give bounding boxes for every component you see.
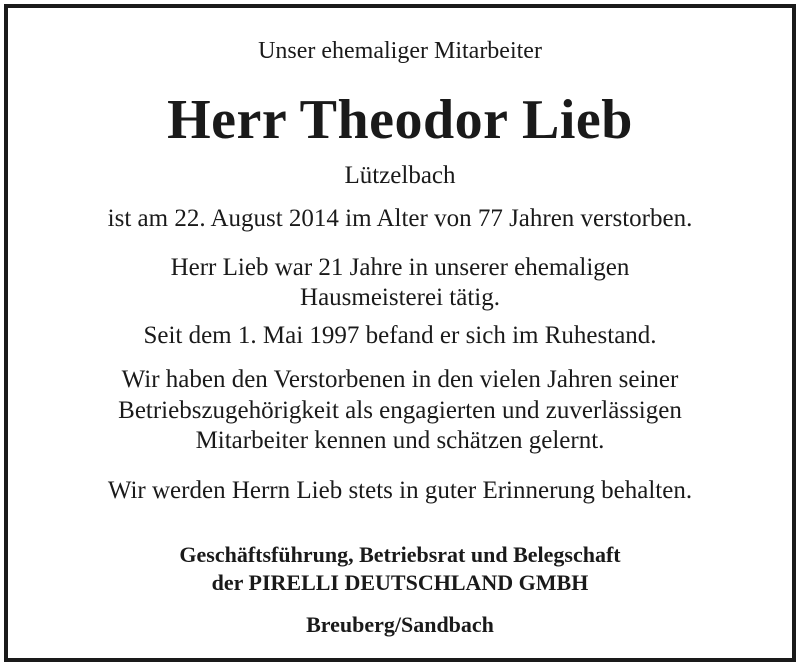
signature-line-1: Geschäftsführung, Betriebsrat und Belegschaft [179,542,621,567]
intro-text: Unser ehemaliger Mitarbeiter [258,38,542,64]
paragraph-appreciation-line-2: Betriebszugehörigkeit als engagierten und zuverlässigen [118,397,682,424]
paragraph-appreciation-line-1: Wir haben den Verstorbenen in den vielen Jahren seiner [121,366,679,393]
obituary-notice [4,4,796,662]
hometown: Lützelbach [344,162,456,189]
paragraph-retirement: Seit dem 1. Mai 1997 befand er sich im Ruhestand. [143,322,657,349]
death-statement: ist am 22. August 2014 im Alter von 77 Jahren verstorben. [107,205,693,232]
paragraph-appreciation-line-3: Mitarbeiter kennen und schätzen gelernt. [195,427,605,454]
paragraph-remembrance: Wir werden Herrn Lieb stets in guter Erinnerung behalten. [107,477,693,504]
signature-location: Breuberg/Sandbach [306,612,494,637]
paragraph-service-line-1: Herr Lieb war 21 Jahre in unserer ehemaligen [170,254,630,281]
signature-company: der PIRELLI DEUTSCHLAND GMBH [211,570,589,595]
paragraph-service-line-2: Hausmeisterei tätig. [300,284,500,311]
deceased-name: Herr Theodor Lieb [167,89,633,151]
